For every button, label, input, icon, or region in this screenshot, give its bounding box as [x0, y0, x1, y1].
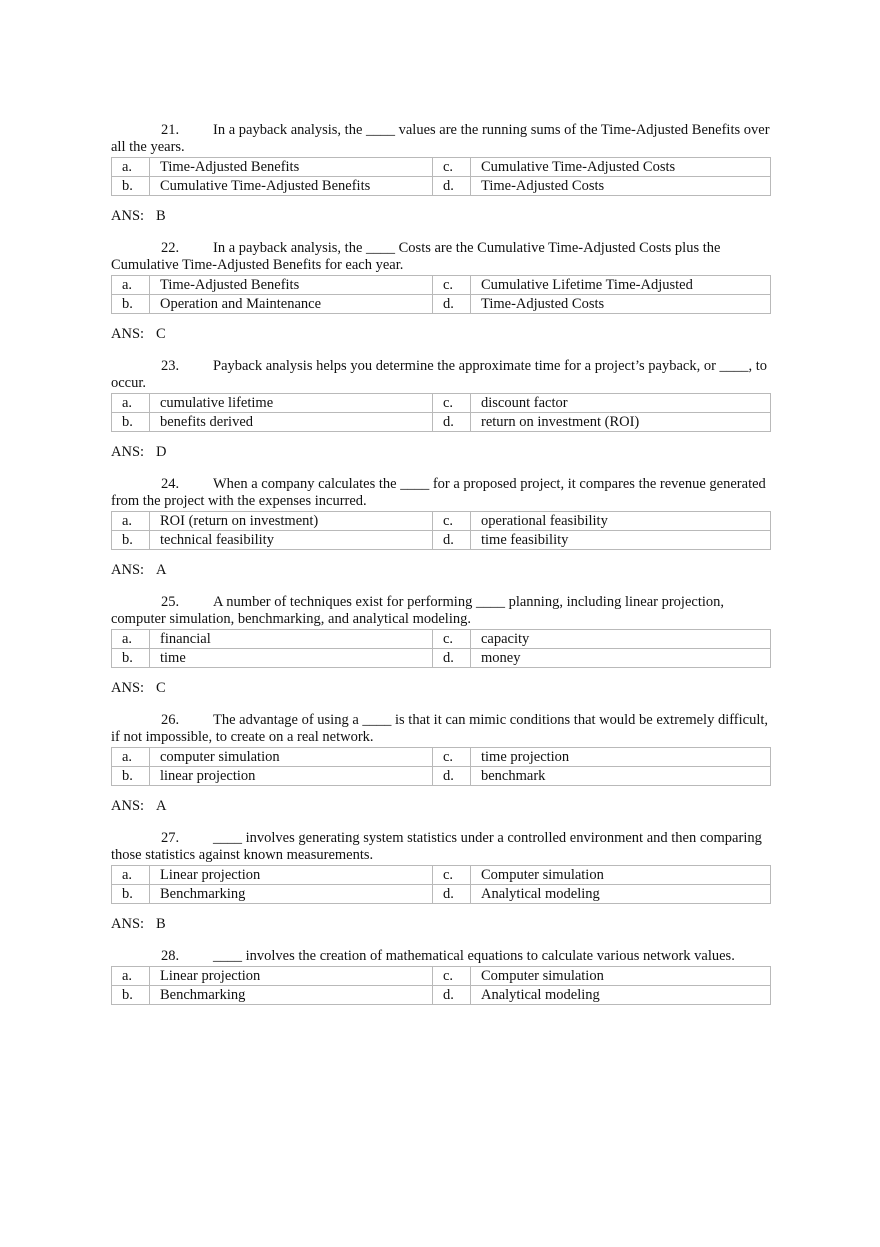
question-stem	[111, 240, 773, 274]
options-row	[112, 885, 771, 904]
option-c: Computer simulation	[471, 866, 771, 885]
option-d: benchmark	[471, 767, 771, 786]
answer-label: ANS:	[111, 916, 145, 932]
question-stem	[111, 712, 773, 746]
options-row	[112, 276, 771, 295]
option-a: Linear projection	[150, 866, 433, 885]
option-c: time projection	[471, 748, 771, 767]
option-a: Linear projection	[150, 967, 433, 986]
answer-value: A	[156, 562, 167, 578]
answer-label: ANS:	[111, 444, 145, 460]
option-letter-d: d.	[433, 885, 471, 904]
option-a: computer simulation	[150, 748, 433, 767]
answer-value: B	[156, 916, 166, 932]
options-row	[112, 649, 771, 668]
option-a: financial	[150, 630, 433, 649]
options-row	[112, 413, 771, 432]
option-letter-b: b.	[112, 767, 150, 786]
option-c: discount factor	[471, 394, 771, 413]
answer-label: ANS:	[111, 562, 145, 578]
question-text: In a payback analysis, the ____ Costs are the Cumulative Time-Adjusted Costs plus the Cumulative Time-Adjusted Benefits for each year.	[111, 240, 721, 273]
answer-line	[111, 798, 773, 815]
option-b: time	[150, 649, 433, 668]
option-letter-d: d.	[433, 177, 471, 196]
option-letter-c: c.	[433, 748, 471, 767]
options-row	[112, 531, 771, 550]
option-letter-b: b.	[112, 986, 150, 1005]
option-letter-b: b.	[112, 295, 150, 314]
options-row	[112, 748, 771, 767]
answer-value: C	[156, 680, 166, 696]
option-letter-c: c.	[433, 866, 471, 885]
option-a: ROI (return on investment)	[150, 512, 433, 531]
answer-line	[111, 326, 773, 343]
question-26	[111, 712, 773, 815]
option-letter-b: b.	[112, 177, 150, 196]
question-text: The advantage of using a ____ is that it can mimic conditions that would be extremely difficult, if not impossible, to create on a real network.	[111, 712, 769, 745]
option-d: Time-Adjusted Costs	[471, 177, 771, 196]
option-b: technical feasibility	[150, 531, 433, 550]
option-letter-d: d.	[433, 531, 471, 550]
option-c: Computer simulation	[471, 967, 771, 986]
options-table	[111, 966, 771, 1005]
question-21	[111, 122, 773, 225]
answer-value: A	[156, 798, 167, 814]
option-letter-c: c.	[433, 158, 471, 177]
option-letter-a: a.	[112, 512, 150, 531]
option-letter-a: a.	[112, 394, 150, 413]
option-b: benefits derived	[150, 413, 433, 432]
question-27	[111, 830, 773, 933]
option-letter-d: d.	[433, 413, 471, 432]
options-row	[112, 512, 771, 531]
option-letter-b: b.	[112, 649, 150, 668]
question-stem	[111, 830, 773, 864]
option-d: Analytical modeling	[471, 885, 771, 904]
options-row	[112, 158, 771, 177]
options-table	[111, 275, 771, 314]
option-d: return on investment (ROI)	[471, 413, 771, 432]
option-letter-d: d.	[433, 649, 471, 668]
option-letter-b: b.	[112, 413, 150, 432]
answer-value: C	[156, 326, 166, 342]
options-table	[111, 511, 771, 550]
question-number: 24.	[161, 476, 180, 492]
question-number: 28.	[161, 948, 180, 964]
question-stem	[111, 476, 773, 510]
answer-line	[111, 208, 773, 225]
answer-value: B	[156, 208, 166, 224]
option-c: capacity	[471, 630, 771, 649]
question-text: When a company calculates the ____ for a proposed project, it compares the revenue generated from the project with the expenses incurred.	[111, 476, 766, 509]
options-row	[112, 767, 771, 786]
question-24	[111, 476, 773, 579]
options-table	[111, 629, 771, 668]
question-number: 27.	[161, 830, 180, 846]
option-a: Time-Adjusted Benefits	[150, 276, 433, 295]
answer-line	[111, 562, 773, 579]
question-number: 21.	[161, 122, 180, 138]
option-letter-a: a.	[112, 748, 150, 767]
options-row	[112, 630, 771, 649]
question-stem	[111, 948, 773, 965]
question-text: ____ involves generating system statistics under a controlled environment and then comparing those statistics against known measurements.	[111, 830, 762, 863]
option-letter-a: a.	[112, 866, 150, 885]
question-number: 26.	[161, 712, 180, 728]
option-c: Cumulative Time-Adjusted Costs	[471, 158, 771, 177]
option-b: Cumulative Time-Adjusted Benefits	[150, 177, 433, 196]
option-letter-c: c.	[433, 967, 471, 986]
question-22	[111, 240, 773, 343]
option-b: Operation and Maintenance	[150, 295, 433, 314]
option-a: cumulative lifetime	[150, 394, 433, 413]
options-row	[112, 295, 771, 314]
option-d: Analytical modeling	[471, 986, 771, 1005]
option-letter-c: c.	[433, 512, 471, 531]
question-number: 25.	[161, 594, 180, 610]
option-letter-a: a.	[112, 967, 150, 986]
option-d: Time-Adjusted Costs	[471, 295, 771, 314]
answer-label: ANS:	[111, 798, 145, 814]
option-letter-a: a.	[112, 158, 150, 177]
option-b: linear projection	[150, 767, 433, 786]
option-d: time feasibility	[471, 531, 771, 550]
option-letter-b: b.	[112, 885, 150, 904]
question-number: 23.	[161, 358, 180, 374]
answer-label: ANS:	[111, 208, 145, 224]
question-25	[111, 594, 773, 697]
option-b: Benchmarking	[150, 885, 433, 904]
question-text: Payback analysis helps you determine the approximate time for a project’s payback, or ____, to occur.	[111, 358, 768, 391]
question-23	[111, 358, 773, 461]
option-letter-a: a.	[112, 630, 150, 649]
option-letter-d: d.	[433, 986, 471, 1005]
option-letter-c: c.	[433, 394, 471, 413]
question-text: A number of techniques exist for performing ____ planning, including linear projection, computer simulation, benchmarking, and analytical modeling.	[111, 594, 725, 627]
question-28	[111, 948, 773, 1005]
question-text: In a payback analysis, the ____ values are the running sums of the Time-Adjusted Benefits over all the years.	[111, 122, 770, 155]
question-text: ____ involves the creation of mathematical equations to calculate various network values.	[213, 948, 735, 964]
question-stem	[111, 358, 773, 392]
option-letter-c: c.	[433, 276, 471, 295]
options-row	[112, 177, 771, 196]
answer-label: ANS:	[111, 680, 145, 696]
options-row	[112, 866, 771, 885]
answer-label: ANS:	[111, 326, 145, 342]
option-d: money	[471, 649, 771, 668]
option-c: Cumulative Lifetime Time-Adjusted	[471, 276, 771, 295]
option-c: operational feasibility	[471, 512, 771, 531]
option-letter-d: d.	[433, 767, 471, 786]
options-row	[112, 986, 771, 1005]
options-table	[111, 393, 771, 432]
answer-value: D	[156, 444, 167, 460]
option-letter-a: a.	[112, 276, 150, 295]
option-b: Benchmarking	[150, 986, 433, 1005]
options-table	[111, 157, 771, 196]
answer-line	[111, 444, 773, 461]
option-letter-c: c.	[433, 630, 471, 649]
answer-line	[111, 680, 773, 697]
option-letter-b: b.	[112, 531, 150, 550]
option-a: Time-Adjusted Benefits	[150, 158, 433, 177]
options-row	[112, 967, 771, 986]
option-letter-d: d.	[433, 295, 471, 314]
question-stem	[111, 594, 773, 628]
question-stem	[111, 122, 773, 156]
question-number: 22.	[161, 240, 180, 256]
options-table	[111, 747, 771, 786]
options-table	[111, 865, 771, 904]
options-row	[112, 394, 771, 413]
answer-line	[111, 916, 773, 933]
